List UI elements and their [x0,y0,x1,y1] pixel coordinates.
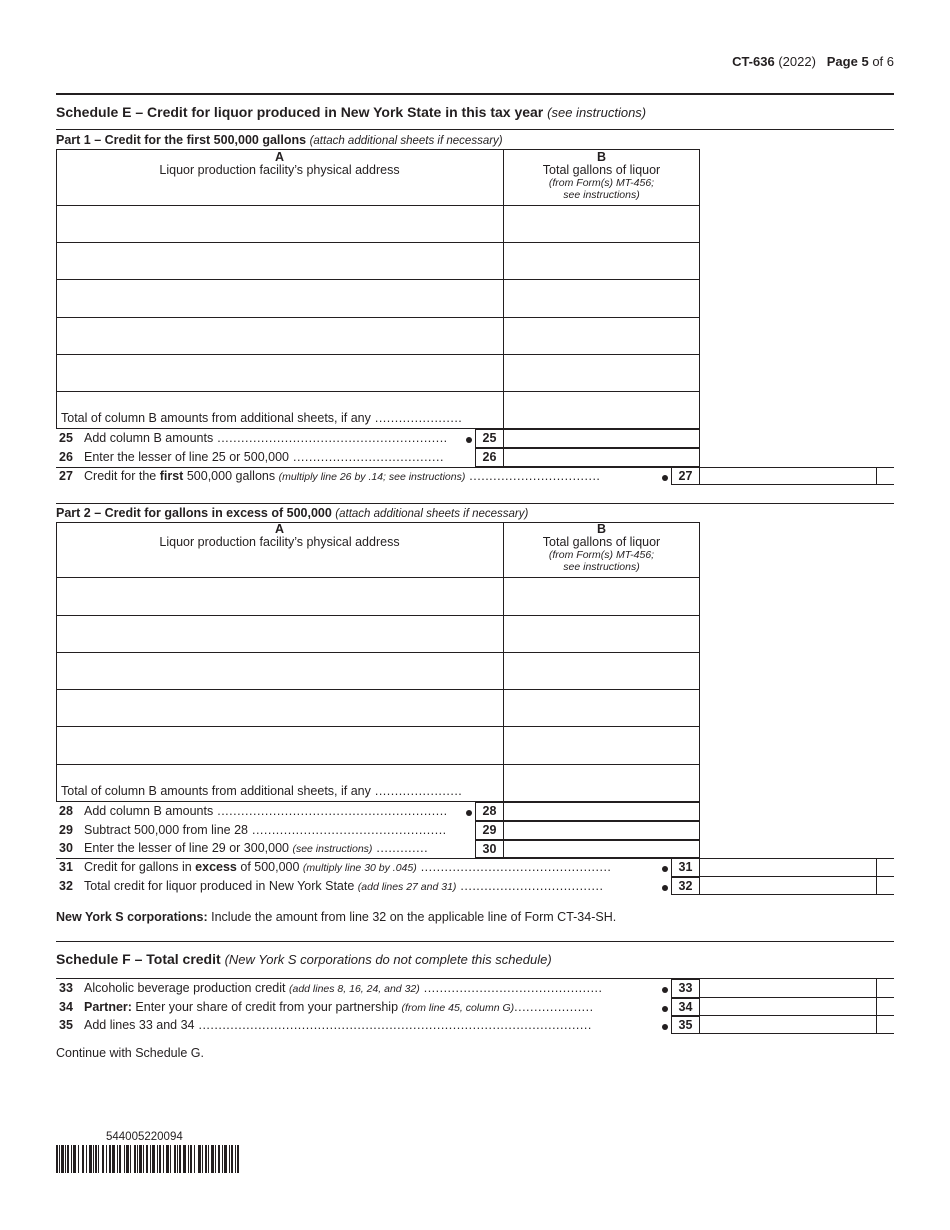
page-number: 5 [861,54,869,69]
part1-address-input[interactable] [57,206,503,242]
part1-title [56,133,503,147]
col-b-note2: see instructions) [563,561,640,573]
line-33-number: 33 [59,981,73,995]
line-35-label [84,1018,592,1032]
line-34-label [84,1000,594,1014]
required-bullet-icon [466,437,472,443]
form-year: (2022) [778,54,816,69]
line-35-amount[interactable] [700,1016,876,1034]
leader-dots: ................................................ [416,860,612,874]
line-25-amount[interactable] [503,429,700,448]
required-bullet-icon [662,475,668,481]
required-bullet-icon [662,866,668,872]
s-corp-text: Include the amount from line 32 on the applicable line of Form CT-34-SH. [207,910,617,924]
line-30-box: 30 [475,840,504,858]
line-25-number: 25 [59,431,73,445]
form-number: CT-636 [732,54,775,69]
line-30-amount[interactable] [503,840,700,858]
col-b-label: Total gallons of liquor [542,535,661,549]
line-text: Enter the lesser of line 29 or 300,000 [84,841,293,855]
col-a-letter: A [274,522,285,536]
line-27-label [84,469,600,483]
page-label: Page [826,54,858,69]
part2-gallons-input[interactable] [504,727,699,764]
line-32-box: 32 [671,877,700,895]
col-b-label: Total gallons of liquor [542,163,661,177]
part2-rule [56,503,894,504]
part1-total-label [61,411,462,425]
schedule-e-rule [56,129,894,130]
line-34-cents[interactable] [876,998,894,1016]
part1-col-b-header [503,151,700,201]
line-note: (multiply line 30 by .045) [302,862,417,874]
header-rule [56,93,894,95]
part1-gallons-input[interactable] [504,243,699,279]
line-27-number: 27 [59,469,73,483]
line-32-cents[interactable] [876,877,894,895]
schedule-f-title-note: (New York S corporations do not complete this schedule) [224,952,552,967]
col-b-note2: see instructions) [563,189,640,201]
line-29-number: 29 [59,823,73,837]
line-27-box: 27 [671,467,700,485]
line-26-label [84,450,444,464]
line-28-number: 28 [59,804,73,818]
line-note: (from line 45, column G) [401,1002,515,1014]
part1-address-input[interactable] [57,355,503,391]
line-text: of 500,000 [236,860,303,874]
line-31-amount[interactable] [700,858,876,877]
line-27-cents[interactable] [876,467,894,485]
leader-dots: .................... [514,1000,594,1014]
schedule-e-title-note: (see instructions) [547,105,647,120]
total-label-text: Total of column B amounts from additional sheets, if any [61,411,371,425]
schedule-f-title-text: Schedule F – Total credit [56,951,221,967]
part2-total-label [61,784,462,798]
line-text-bold: first [159,469,184,483]
line-text: Credit for gallons in [84,860,196,874]
leader-dots: ...................... [370,784,463,798]
part1-note: (attach additional sheets if necessary) [309,135,503,147]
line-33-box: 33 [671,979,700,998]
line-text: Total credit for liquor produced in New York State [84,879,358,893]
line-text: Credit for the [84,469,160,483]
line-28-box: 28 [475,802,504,821]
leader-dots: ...................................... [289,450,444,464]
part2-gallons-input[interactable] [504,616,699,652]
barcode-icon [56,1145,240,1173]
line-33-label [84,981,603,995]
line-25-box: 25 [475,429,504,448]
part1-address-input[interactable] [57,243,503,279]
part1-address-input[interactable] [57,280,503,317]
line-33-amount[interactable] [700,979,876,998]
part2-col-b-header [503,523,700,573]
line-text-bold: excess [195,860,237,874]
line-29-amount[interactable] [503,821,700,840]
line-26-box: 26 [475,448,504,467]
part2-address-input[interactable] [57,690,503,726]
col-a-label: Liquor production facility’s physical address [159,535,400,549]
part2-title-text: Part 2 – Credit for gallons in excess of 500,000 [56,506,332,520]
schedule-f-rule [56,941,894,942]
line-28-label [84,804,448,818]
line-30-number: 30 [59,841,73,855]
continue-note: Continue with Schedule G. [56,1046,205,1060]
part2-note: (attach additional sheets if necessary) [335,508,529,520]
part2-address-input[interactable] [57,727,503,764]
leader-dots: ...................... [370,411,463,425]
line-text: Add column B amounts [84,431,214,445]
part2-address-input[interactable] [57,616,503,652]
col-b-letter: B [596,150,607,164]
part2-title [56,506,528,520]
required-bullet-icon [662,987,668,993]
line-32-amount[interactable] [700,877,876,895]
line-32-number: 32 [59,879,73,893]
line-text: Add lines 33 and 34 [84,1018,195,1032]
line-28-amount[interactable] [503,802,700,821]
line-note: (see instructions) [292,843,373,855]
leader-dots: ............. [372,841,429,855]
line-31-box: 31 [671,858,700,877]
required-bullet-icon [662,1006,668,1012]
part2-gallons-input[interactable] [504,578,699,615]
leader-dots: ................................. [465,469,601,483]
part1-gallons-input[interactable] [504,206,699,242]
line-26-number: 26 [59,450,73,464]
leader-dots: .......................................................... [213,431,448,445]
leader-dots: ............................................. [419,981,603,995]
line-text-bold: Partner: [84,1000,132,1014]
page-of: of 6 [872,54,894,69]
required-bullet-icon [662,1024,668,1030]
line-note: (multiply line 26 by .14; see instructions) [278,471,466,483]
line-35-number: 35 [59,1018,73,1032]
line-34-box: 34 [671,998,700,1016]
line-35-cents[interactable] [876,1016,894,1034]
col-a-letter: A [274,150,285,164]
line-31-cents[interactable] [876,858,894,877]
line-27-amount[interactable] [700,467,876,485]
line-31-number: 31 [59,860,73,874]
line-32-label [84,879,603,893]
part2-gallons-input[interactable] [504,690,699,726]
part1-gallons-input[interactable] [504,355,699,391]
line-text: 500,000 gallons [183,469,279,483]
part2-address-input[interactable] [57,578,503,615]
schedule-e-title [56,104,646,120]
col-b-letter: B [596,522,607,536]
line-25-label [84,431,448,445]
required-bullet-icon [662,885,668,891]
part1-gallons-input[interactable] [504,318,699,354]
line-31-label [84,860,611,874]
line-34-number: 34 [59,1000,73,1014]
part1-address-input[interactable] [57,318,503,354]
s-corp-note [56,910,616,924]
leader-dots: ................................................. [248,823,447,837]
leader-dots: .......................................................... [213,804,448,818]
line-35-box: 35 [671,1016,700,1034]
line-26-amount[interactable] [503,448,700,467]
total-label-text: Total of column B amounts from additional sheets, if any [61,784,371,798]
part1-col-a-header [56,151,503,177]
line-text: Enter your share of credit from your partnership [131,1000,402,1014]
leader-dots: .................................... [456,879,604,893]
col-b-note1: (from Form(s) MT-456; [548,549,655,561]
part1-total-additional-input[interactable] [504,392,699,428]
line-text: Alcoholic beverage production credit [84,981,289,995]
line-text: Enter the lesser of line 25 or 500,000 [84,450,289,464]
schedule-e-title-text: Schedule E – Credit for liquor produced in New York State in this tax year [56,104,544,120]
part2-address-input[interactable] [57,653,503,689]
line-34-amount[interactable] [700,998,876,1016]
col-a-label: Liquor production facility’s physical address [159,163,400,177]
col-b-note1: (from Form(s) MT-456; [548,177,655,189]
line-29-box: 29 [475,821,504,840]
part2-gallons-input[interactable] [504,653,699,689]
leader-dots: ................................................................................................... [194,1018,592,1032]
schedule-f-title [56,951,552,967]
part1-gallons-input[interactable] [504,280,699,317]
barcode-number: 544005220094 [106,1131,183,1143]
part2-col-a-header [56,523,503,549]
part2-total-additional-input[interactable] [504,765,699,801]
line-30-label [84,841,428,855]
line-text: Subtract 500,000 from line 28 [84,823,248,837]
required-bullet-icon [466,810,472,816]
line-29-label [84,823,447,837]
line-note: (add lines 8, 16, 24, and 32) [288,983,420,995]
line-text: Add column B amounts [84,804,214,818]
line-33-cents[interactable] [876,979,894,998]
line-note: (add lines 27 and 31) [357,881,457,893]
s-corp-label: New York S corporations: [56,910,208,924]
part1-title-text: Part 1 – Credit for the first 500,000 gallons [56,133,307,147]
page-header [732,54,894,69]
